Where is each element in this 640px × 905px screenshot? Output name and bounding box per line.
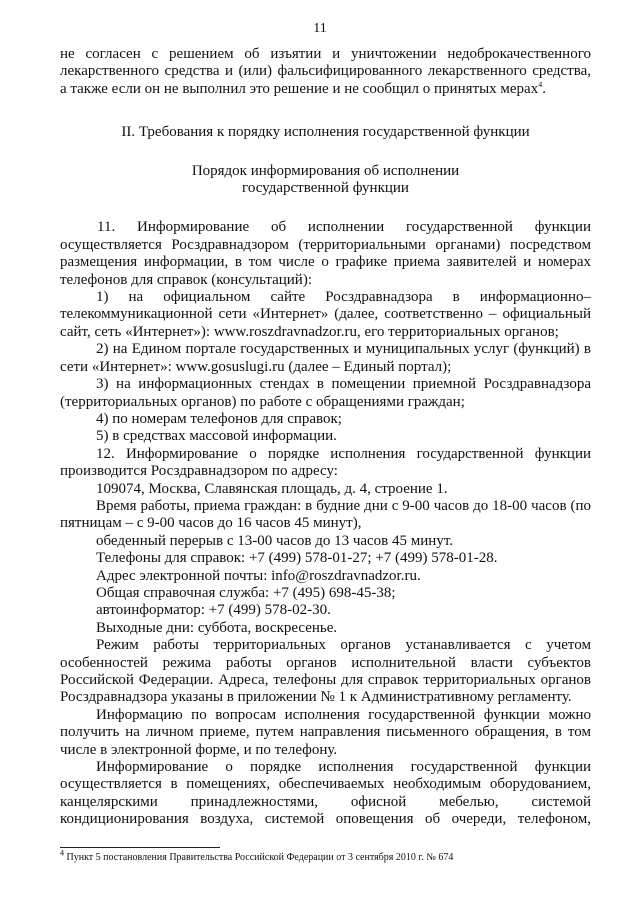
footnote	[60, 848, 600, 864]
phones: Телефоны для справок: +7 (499) 578-01-27; +7 (499) 578-01-28.	[96, 550, 498, 567]
footnote-text: Пункт 5 постановления Правительства Российской Федерации от 3 сентября 2010 г. № 674	[64, 852, 454, 863]
list-item-1: 1) на официальном сайте Росздравнадзора в информационно–телекоммуникационной сети «Интернет» (далее, соответственно – официальный сайт, сеть «Интернет»): www.roszdravnadzor.ru, его территориальных органов;	[60, 289, 591, 340]
subsection-title-line-2: государственной функции	[242, 180, 409, 197]
intro-line-3-end: .	[542, 80, 546, 97]
email: Адрес электронной почты: info@roszdravnadzor.ru.	[96, 567, 421, 584]
intro-line-2: лекарственного средства и (или) фальсифицированного лекарственного средства,	[60, 63, 591, 80]
intro-paragraph	[60, 46, 591, 98]
page-body	[60, 46, 591, 829]
days-off: Выходные дни: суббота, воскресенье.	[96, 619, 338, 636]
footnote-ref: 4	[538, 79, 543, 89]
list-item-3: 3) на информационных стендах в помещении приемной Росздравнадзора (территориальных органов) по работе с обращениями граждан;	[60, 376, 591, 410]
paragraph-12: 12. Информирование о порядке исполнения государственной функции производится Росздравнадзором по адресу:	[60, 445, 591, 480]
address: 109074, Москва, Славянская площадь, д. 4, строение 1.	[96, 480, 448, 497]
premises-line-3: канцелярскими принадлежностями, офисной мебелью, системой	[60, 793, 591, 810]
info-channels-paragraph: Информацию по вопросам исполнения государственной функции можно получить на личном приеме, путем направления письменного обращения, в том числе в электронной форме, и по телефону.	[60, 706, 591, 758]
subsection-title	[60, 163, 591, 198]
intro-line-1: не согласен с решением об изъятии и уничтожении недоброкачественного	[60, 46, 591, 62]
helpdesk-phone: Общая справочная служба: +7 (495) 698-45-38;	[96, 584, 396, 601]
subsection-title-line-1: Порядок информирования об исполнении	[191, 162, 460, 179]
list-item-4: 4) по номерам телефонов для справок;	[96, 410, 342, 427]
working-hours: Время работы, приема граждан: в будние дни с 9-00 часов до 18-00 часов (по пятницам – с 9-00 часов до 16 часов 45 минут),	[60, 497, 591, 532]
premises-line-1: Информирование о порядке исполнения государственной функции	[96, 759, 591, 776]
section-title: II. Требования к порядку исполнения государственной функции	[121, 124, 530, 141]
footnote-divider	[60, 847, 220, 848]
list-item-2: 2) на Едином портале государственных и муниципальных услуг (функций) в сети «Интернет»: www.gosuslugi.ru (далее – Единый портал);	[60, 341, 591, 375]
premises-line-2: осуществляется в помещениях, обеспечиваемых необходимым оборудованием,	[60, 776, 591, 793]
list-item-5: 5) в средствах массовой информации.	[96, 428, 337, 445]
premises-line-4: кондиционирования воздуха, системой оповещения об очереди, телефоном,	[60, 811, 591, 828]
lunch-break: обеденный перерыв с 13-00 часов до 13 часов 45 минут.	[96, 532, 453, 549]
page-number: 11	[313, 21, 327, 36]
premises-paragraph	[60, 759, 591, 829]
territorial-bodies-paragraph: Режим работы территориальных органов устанавливается с учетом особенностей режима работы органов исполнительной власти субъектов Российской Федерации. Адреса, телефоны для справок территориальных органов Росздравнадзора указаны в приложении № 1 к Административному регламенту.	[60, 637, 591, 706]
paragraph-11: 11. Информирование об исполнении государственной функции осуществляется Росздравнадзором (территориальными органами) посредством размещения информации, в том числе о графике приема заявителей и номерах телефонов для справок (консультаций):	[60, 219, 591, 288]
intro-line-3: а также если он не выполнил это решение и не сообщил о принятых мерах	[60, 80, 539, 97]
footnote-mark: 4	[60, 848, 64, 858]
autoinformer-phone: автоинформатор: +7 (499) 578-02-30.	[96, 602, 331, 619]
